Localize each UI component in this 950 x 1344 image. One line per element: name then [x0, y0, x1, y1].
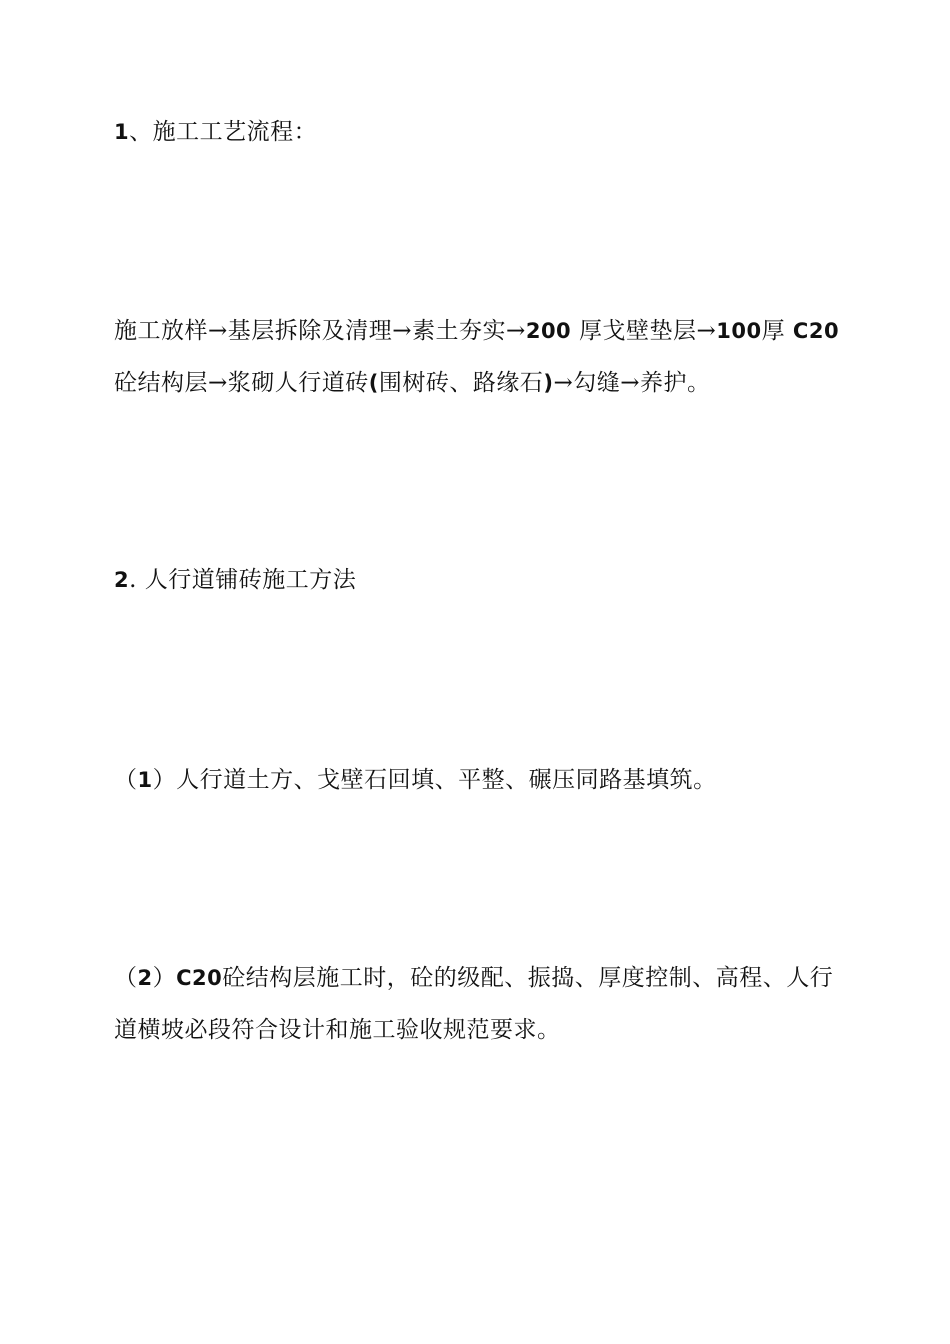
- item-open-paren: （: [114, 767, 138, 793]
- list-item-1: [114, 754, 844, 806]
- item-number: 1: [137, 768, 153, 792]
- heading-number: 2: [114, 568, 130, 592]
- flow-text-2: 厚戈壁垫层→: [571, 318, 717, 344]
- heading-number: 1: [114, 120, 130, 144]
- flow-text-4: 砼结构层→浆砌人行道砖: [114, 370, 369, 396]
- process-flow-paragraph: [114, 305, 844, 409]
- heading-text: 、施工工艺流程：: [129, 119, 318, 145]
- heading-paving-method: [114, 554, 844, 606]
- item-code-c20: C20: [176, 966, 223, 990]
- flow-number-200: 200: [525, 319, 572, 343]
- item-text: 砼结构层施工时，砼的级配、振捣、厚度控制、高程、人行道横坡必段符合设计和施工验收规范要求。: [114, 965, 834, 1043]
- list-item-2: [114, 952, 844, 1056]
- flow-text-6: →勾缝→养护。: [553, 370, 711, 396]
- item-close-paren: ）: [152, 965, 177, 991]
- flow-text-5: 围树砖、路缘石: [378, 370, 544, 396]
- flow-number-100: 100: [716, 319, 762, 343]
- heading-construction-process: [114, 106, 844, 158]
- heading-text: . 人行道铺砖施工方法: [129, 567, 357, 593]
- item-text: ）人行道土方、戈壁石回填、平整、碾压同路基填筑。: [152, 767, 717, 793]
- flow-code-c20: C20: [792, 319, 840, 343]
- flow-paren-open: (: [368, 371, 379, 395]
- flow-text-3: 厚: [761, 318, 793, 344]
- flow-paren-close: ): [543, 371, 554, 395]
- item-number: 2: [137, 966, 153, 990]
- flow-text-1: 施工放样→基层拆除及清理→素土夯实→: [114, 318, 526, 344]
- item-open-paren: （: [114, 965, 138, 991]
